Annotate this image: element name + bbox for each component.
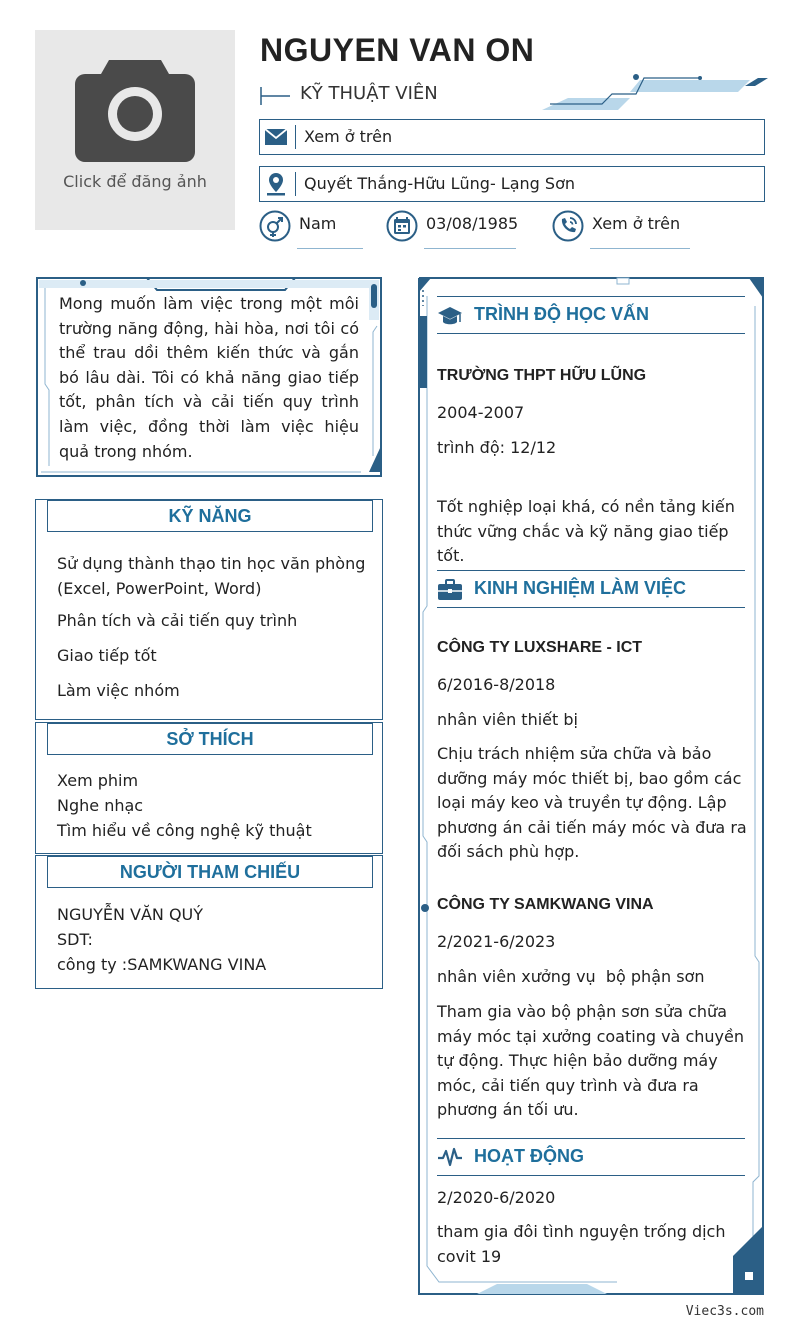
underline <box>590 248 690 249</box>
skill-item: Làm việc nhóm <box>57 681 180 700</box>
phone-value: Xem ở trên <box>592 214 681 233</box>
hobby-item: Tìm hiểu về công nghệ kỹ thuật <box>57 821 312 840</box>
job-description: Chịu trách nhiệm sửa chữa và bảo dưỡng máy móc thiết bị, bao gồm các loại máy keo và truyền tự động. Lập phương án cải tiến máy móc và đưa ra đối sách phù hợp. <box>437 744 747 862</box>
address-value: Quyết Thắng-Hữu Lũng- Lạng Sơn <box>304 174 575 193</box>
skill-item: Sử dụng thành thạo tin học văn phòng (Excel, PowerPoint, Word) <box>57 554 366 598</box>
objective-text: Mong muốn làm việc trong một môi trường năng động, hài hòa, nơi tôi có thể trau dồi thêm kiến thức và gắn bó lâu dài. Tôi có khả năng giao tiếp tốt, phân tích và cải tiến quy trình làm việc, đồng thời làm việc hiệu quả trong nhóm. <box>59 294 359 461</box>
hobby-item: Nghe nhạc <box>57 796 144 815</box>
activity-period: 2/2020-6/2020 <box>437 1188 556 1207</box>
job-position: nhân viên thiết bị <box>437 710 578 729</box>
header-tech-decoration <box>540 72 770 114</box>
camera-icon <box>75 58 195 166</box>
skills-heading: KỸ NĂNG <box>47 500 373 532</box>
company-name: CÔNG TY LUXSHARE - ICT <box>437 639 643 656</box>
activities-header <box>437 1138 745 1176</box>
reference-item: công ty :SAMKWANG VINA <box>57 955 267 974</box>
education-period: 2004-2007 <box>437 403 525 422</box>
job-position: nhân viên xưởng vụ bộ phận sơn <box>437 967 705 986</box>
job-period: 2/2021-6/2023 <box>437 932 556 951</box>
title-line-decoration <box>260 87 290 105</box>
location-pin-icon <box>264 172 288 196</box>
activity-description: tham gia đôi tình nguyện trống dịch covit 19 <box>437 1222 726 1266</box>
underline <box>424 248 516 249</box>
career-objective <box>35 276 383 478</box>
education-description: Tốt nghiệp loại khá, có nền tảng kiến thức vững chắc và kỹ năng giao tiếp tốt. <box>437 497 735 566</box>
gender-icon <box>259 210 291 242</box>
job-title: KỸ THUẬT VIÊN <box>300 83 438 104</box>
footer-brand: Viec3s.com <box>685 1304 764 1319</box>
gender-value: Nam <box>299 214 337 233</box>
education-heading: TRÌNH ĐỘ HỌC VẤN <box>474 304 649 324</box>
pulse-icon <box>437 1145 463 1171</box>
photo-caption: Click để đăng ảnh <box>63 172 207 191</box>
experience-header <box>437 570 745 608</box>
activities-heading: HOẠT ĐỘNG <box>474 1146 584 1166</box>
briefcase-icon <box>437 577 463 603</box>
graduation-cap-icon <box>437 303 463 329</box>
skills-section <box>35 499 383 720</box>
mail-icon <box>264 125 288 149</box>
job-period: 6/2016-8/2018 <box>437 675 556 694</box>
experience-heading: KINH NGHIỆM LÀM VIỆC <box>474 578 687 598</box>
separator <box>295 125 296 149</box>
email-field[interactable] <box>259 119 765 155</box>
reference-item: NGUYỄN VĂN QUÝ <box>57 905 204 924</box>
avatar-upload[interactable] <box>35 30 235 230</box>
company-name: CÔNG TY SAMKWANG VINA <box>437 896 654 913</box>
birthdate-value: 03/08/1985 <box>426 214 519 233</box>
education-header <box>437 296 745 334</box>
underline <box>297 248 363 249</box>
references-section <box>35 855 383 989</box>
hobby-item: Xem phim <box>57 771 139 790</box>
calendar-icon <box>386 210 418 242</box>
main-content <box>417 276 765 1296</box>
hobbies-heading: SỞ THÍCH <box>47 723 373 755</box>
skill-item: Giao tiếp tốt <box>57 646 157 665</box>
address-field[interactable] <box>259 166 765 202</box>
candidate-name: NGUYEN VAN ON <box>260 32 535 68</box>
school-name: TRƯỜNG THPT HỮU LŨNG <box>437 367 647 384</box>
references-heading: NGƯỜI THAM CHIẾU <box>47 856 373 888</box>
job-description: Tham gia vào bộ phận sơn sửa chữa máy móc tại xưởng coating và chuyền tự động. Thực hiện bảo dưỡng máy móc, cải tiến quy trình và đưa ra phương án tối ưu. <box>437 1002 744 1120</box>
education-level: trình độ: 12/12 <box>437 438 557 457</box>
reference-item: SDT: <box>57 930 93 949</box>
phone-icon <box>552 210 584 242</box>
hobbies-section <box>35 722 383 854</box>
skill-item: Phân tích và cải tiến quy trình <box>57 611 298 630</box>
email-value: Xem ở trên <box>304 127 393 146</box>
separator <box>295 172 296 196</box>
